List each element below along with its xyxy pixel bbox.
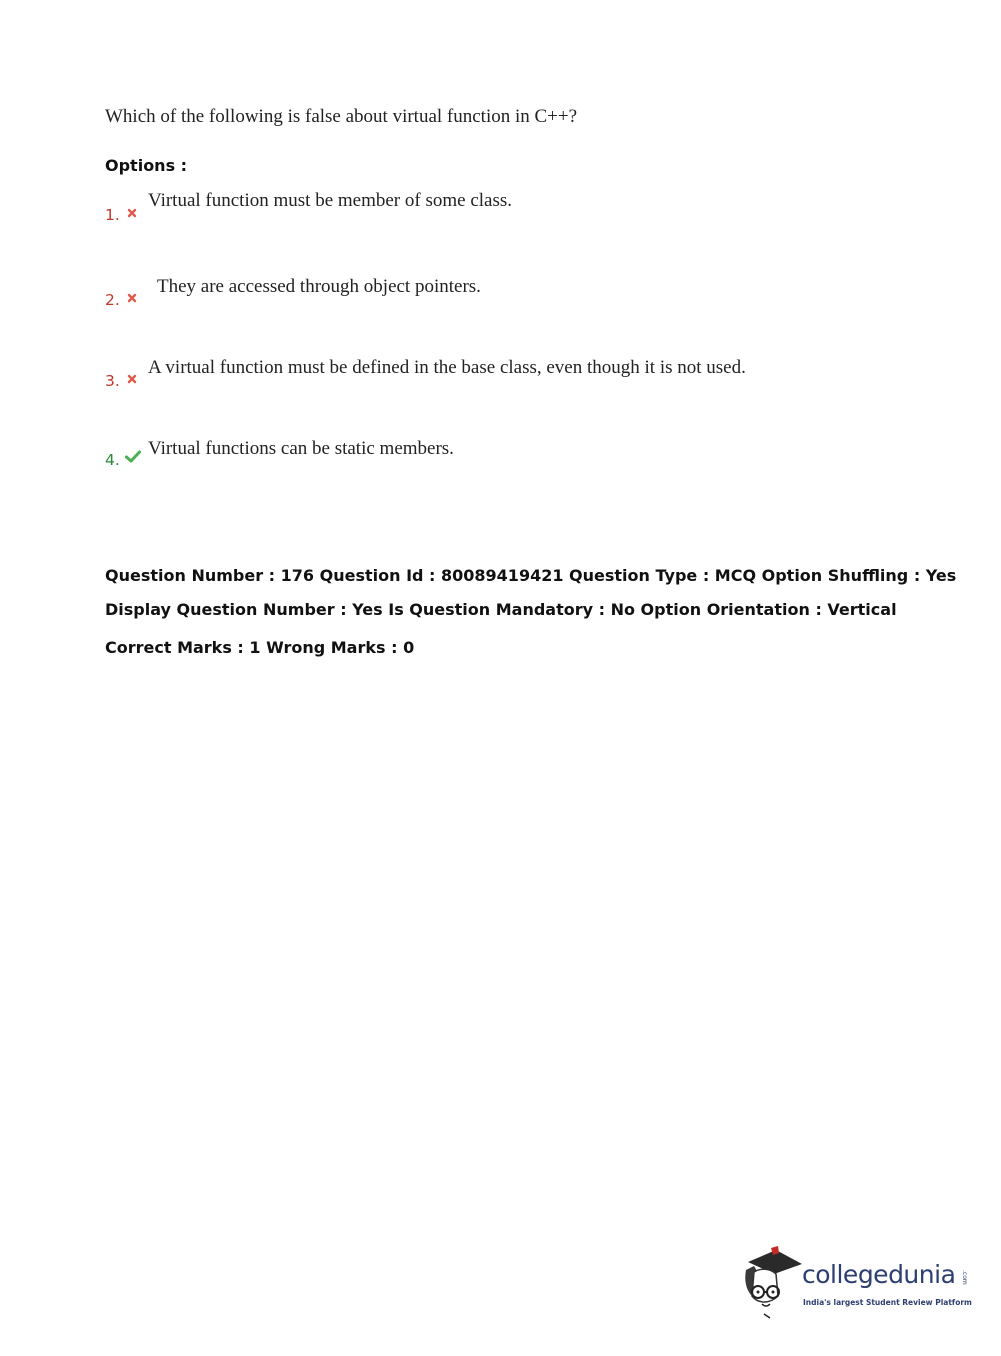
marks-info: Correct Marks : 1 Wrong Marks : 0 bbox=[105, 638, 415, 657]
question-meta-line-2: Display Question Number : Yes Is Question Mandatory : No Option Orientation : Vertical bbox=[105, 600, 897, 619]
logo-suffix: .com bbox=[961, 1270, 968, 1285]
option-number: 1. bbox=[105, 206, 120, 224]
option-2 bbox=[105, 275, 905, 315]
check-icon bbox=[125, 450, 141, 463]
option-1 bbox=[105, 190, 905, 230]
option-4 bbox=[105, 438, 905, 478]
option-number: 4. bbox=[105, 451, 120, 469]
option-text: They are accessed through object pointers. bbox=[157, 276, 481, 297]
option-text: Virtual function must be member of some class. bbox=[148, 190, 512, 211]
options-label: Options : bbox=[105, 156, 188, 175]
logo-tagline: India's largest Student Review Platform bbox=[803, 1298, 972, 1307]
cross-icon bbox=[127, 208, 137, 218]
cross-icon bbox=[127, 293, 137, 303]
question-text: Which of the following is false about virtual function in C++? bbox=[105, 106, 578, 127]
option-text: Virtual functions can be static members. bbox=[148, 438, 454, 459]
option-number: 2. bbox=[105, 291, 120, 309]
question-meta-line-1: Question Number : 176 Question Id : 80089419421 Question Type : MCQ Option Shuffling : Yes bbox=[105, 566, 957, 585]
option-number: 3. bbox=[105, 372, 120, 390]
collegedunia-logo bbox=[740, 1246, 970, 1322]
option-text: A virtual function must be defined in the base class, even though it is not used. bbox=[148, 357, 746, 378]
mascot-icon bbox=[740, 1246, 802, 1322]
cross-icon bbox=[127, 374, 137, 384]
option-3 bbox=[105, 357, 905, 397]
logo-name: collegedunia bbox=[802, 1260, 956, 1289]
